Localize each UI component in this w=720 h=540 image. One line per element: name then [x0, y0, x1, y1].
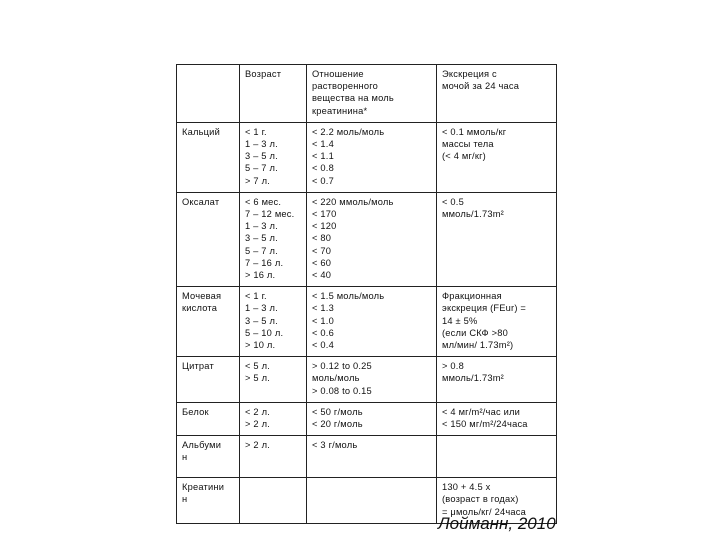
row-substance: Оксалат	[177, 192, 240, 286]
row-age: > 2 л.	[240, 436, 307, 478]
row-ratio	[307, 478, 437, 524]
row-excretion: < 4 мг/m²/час или < 150 мг/m²/24часа	[437, 402, 557, 435]
source-caption: Лойманн, 2010	[438, 514, 556, 533]
row-substance: Альбуми н	[177, 436, 240, 478]
row-ratio: < 3 г/моль	[307, 436, 437, 478]
table-row-uric-acid	[177, 287, 557, 357]
row-substance: Кальций	[177, 122, 240, 192]
row-ratio: > 0.12 to 0.25 моль/моль > 0.08 to 0.15	[307, 357, 437, 403]
row-excretion: 130 + 4.5 x (возраст в годах) = μмоль/кг/ 24часа	[437, 478, 557, 524]
header-cell	[177, 65, 240, 123]
header-age: Возраст	[240, 65, 307, 123]
row-age: < 5 л. > 5 л.	[240, 357, 307, 403]
row-excretion: < 0.5 ммоль/1.73m²	[437, 192, 557, 286]
table-row-citrate	[177, 357, 557, 403]
row-ratio: < 50 г/моль < 20 г/моль	[307, 402, 437, 435]
row-substance: Креатини н	[177, 478, 240, 524]
table-row-albumin	[177, 436, 557, 478]
row-age: < 1 г. 1 – 3 л. 3 – 5 л. 5 – 10 л. > 10 л.	[240, 287, 307, 357]
table-row-protein	[177, 402, 557, 435]
row-excretion: > 0.8 ммоль/1.73m²	[437, 357, 557, 403]
row-age: < 2 л. > 2 л.	[240, 402, 307, 435]
row-excretion	[437, 436, 557, 478]
row-excretion: < 0.1 ммоль/кг массы тела (< 4 мг/кг)	[437, 122, 557, 192]
row-substance: Белок	[177, 402, 240, 435]
row-age	[240, 478, 307, 524]
row-ratio: < 2.2 моль/моль < 1.4 < 1.1 < 0.8 < 0.7	[307, 122, 437, 192]
row-excretion: Фракционная экскреция (FEur) = 14 ± 5% (если СКФ >80 мл/мин/ 1.73m²)	[437, 287, 557, 357]
table-row-calcium	[177, 122, 557, 192]
header-ratio: Отношение растворенного вещества на моль креатинина*	[307, 65, 437, 123]
row-age: < 1 г. 1 – 3 л. 3 – 5 л. 5 – 7 л. > 7 л.	[240, 122, 307, 192]
row-substance: Мочевая кислота	[177, 287, 240, 357]
table-row-oxalate	[177, 192, 557, 286]
row-ratio: < 1.5 моль/моль < 1.3 < 1.0 < 0.6 < 0.4	[307, 287, 437, 357]
header-excretion: Экскреция с мочой за 24 часа	[437, 65, 557, 123]
table-header-row	[177, 65, 557, 123]
row-ratio: < 220 ммоль/моль < 170 < 120 < 80 < 70 < 60 < 40	[307, 192, 437, 286]
reference-table	[176, 64, 557, 524]
row-age: < 6 мес. 7 – 12 мес. 1 – 3 л. 3 – 5 л. 5 – 7 л. 7 – 16 л. > 16 л.	[240, 192, 307, 286]
row-substance: Цитрат	[177, 357, 240, 403]
